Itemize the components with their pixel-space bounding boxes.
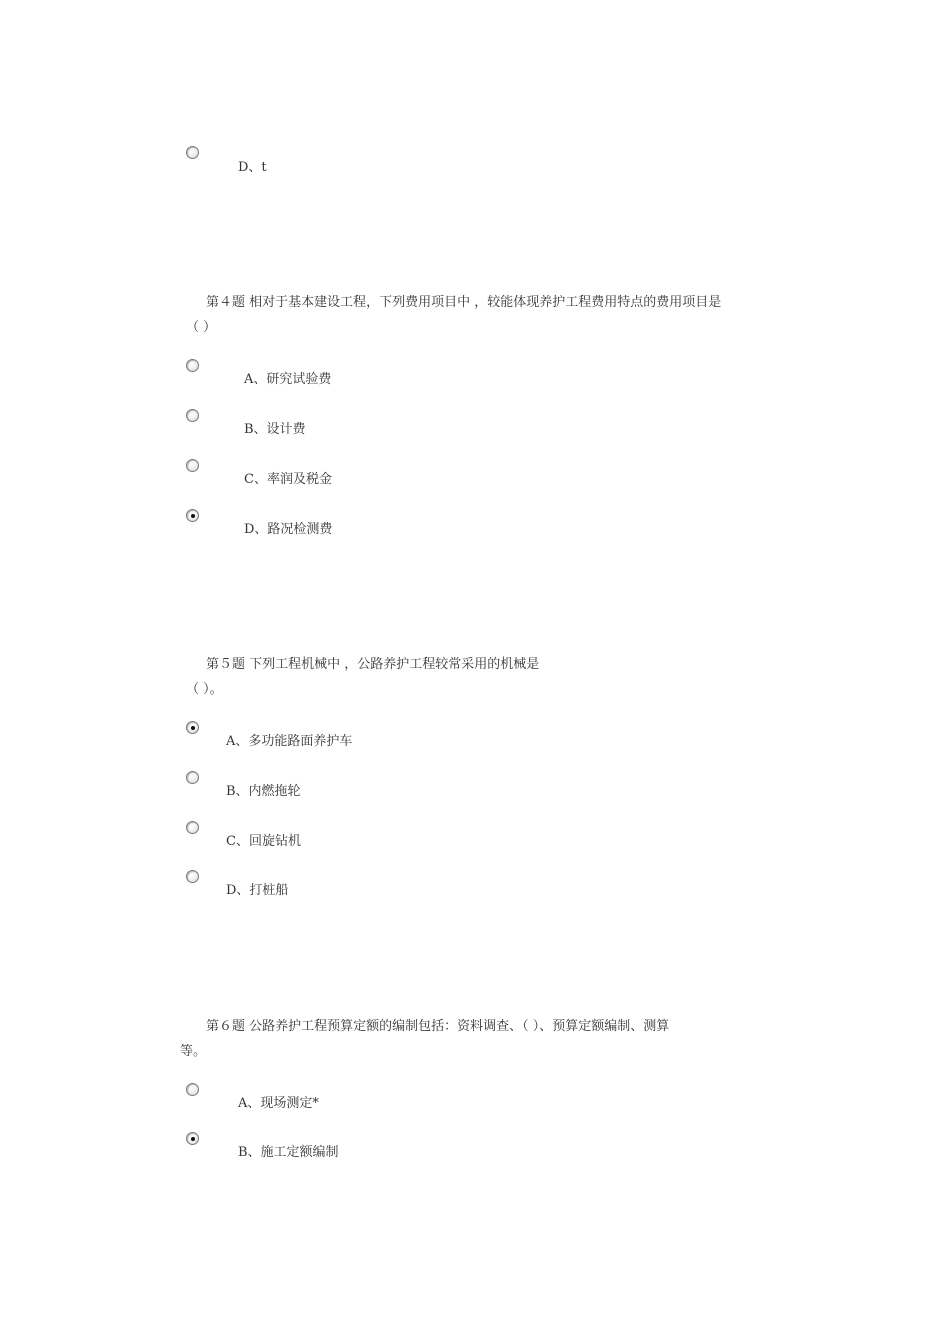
option-q4-b: B、设计费: [244, 422, 306, 437]
radio-q5-a[interactable]: [186, 721, 199, 734]
option-q6-a: A、现场测定*: [238, 1096, 319, 1111]
question-5-text-line2: （ ）。: [186, 682, 223, 697]
radio-q4-a[interactable]: [186, 359, 199, 372]
question-5-text-line1: 第５题 下列工程机械中 ，公路养护工程较常采用的机械是: [206, 657, 540, 672]
radio-q4-c[interactable]: [186, 459, 199, 472]
radio-q5-b[interactable]: [186, 771, 199, 784]
option-q5-a: A、多功能路面养护车: [226, 734, 353, 749]
radio-q4-b[interactable]: [186, 409, 199, 422]
question-4-text-line1: 第４题 相对于基本建设工程，下列费用项目中 ，较能体现养护工程费用特点的费用项目是: [206, 295, 722, 310]
radio-selected-dot: [191, 726, 195, 730]
option-q5-d: D、打桩船: [226, 883, 289, 898]
option-q4-a: A、研究试验费: [244, 372, 332, 387]
option-q4-c: C、率润及税金: [244, 472, 332, 487]
option-q6-b: B、施工定额编制: [238, 1145, 339, 1160]
radio-q6-a[interactable]: [186, 1083, 199, 1096]
option-q3-d: D、t: [238, 160, 267, 175]
option-q5-b: B、内燃拖轮: [226, 784, 301, 799]
radio-q5-d[interactable]: [186, 870, 199, 883]
radio-selected-dot: [191, 1137, 195, 1141]
option-q4-d: D、路况检测费: [244, 522, 333, 537]
radio-q5-c[interactable]: [186, 821, 199, 834]
option-q5-c: C、回旋钻机: [226, 834, 301, 849]
radio-q3-d[interactable]: [186, 146, 199, 159]
radio-selected-dot: [191, 514, 195, 518]
question-4-text-line2: （ ）: [186, 320, 217, 335]
radio-q6-b[interactable]: [186, 1132, 199, 1145]
question-6-text-line1: 第６题 公路养护工程预算定额的编制包括：资料调查、（ ）、预算定额编制、测算: [206, 1019, 670, 1034]
radio-q4-d[interactable]: [186, 509, 199, 522]
question-6-text-line2: 等。: [180, 1044, 207, 1059]
